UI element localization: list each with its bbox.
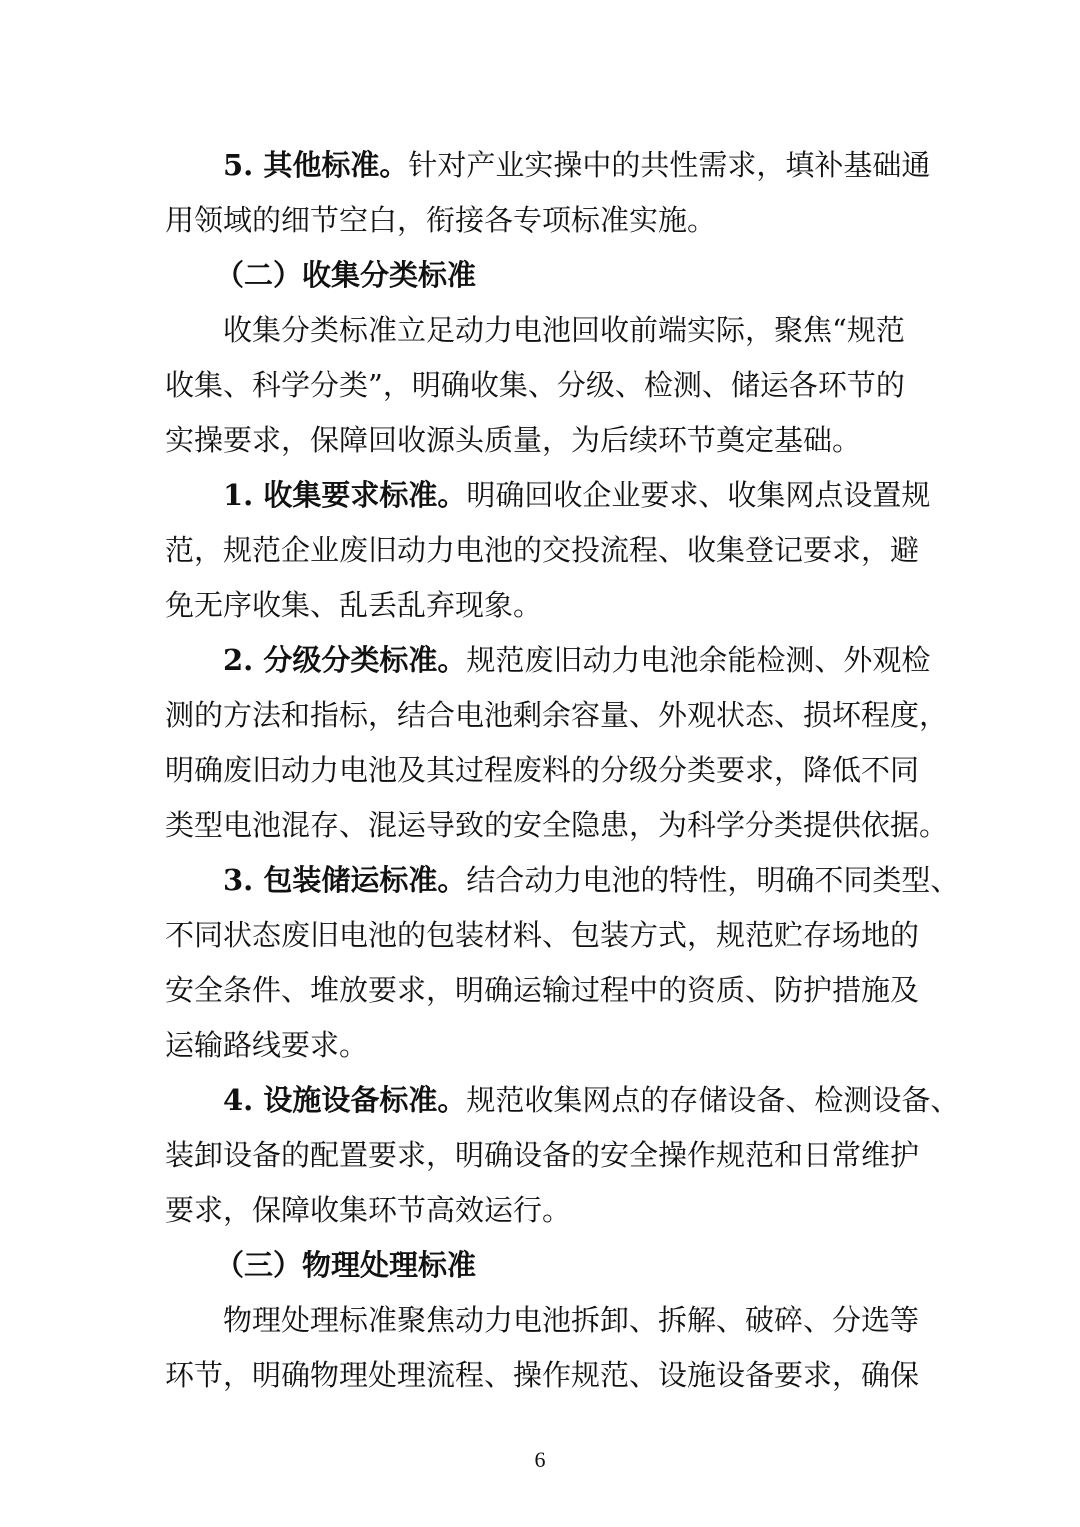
paragraph-line: 装卸设备的配置要求，明确设备的安全操作规范和日常维护 (165, 1138, 920, 1172)
paragraph-line (165, 858, 960, 902)
paragraph-line: 环节，明确物理处理流程、操作规范、设施设备要求，确保 (165, 1358, 920, 1392)
paragraph-lead: 3. 包装储运标准。 (223, 863, 467, 897)
section-heading: （三）物理处理标准 (215, 1248, 477, 1282)
section-heading: （二）收集分类标准 (215, 258, 477, 292)
paragraph-line: 范，规范企业废旧动力电池的交投流程、收集登记要求，避 (165, 533, 920, 567)
paragraph-line: 明确废旧动力电池及其过程废料的分级分类要求，降低不同 (165, 753, 920, 787)
paragraph-line (165, 638, 931, 682)
paragraph-text: 明确回收企业要求、收集网点设置规 (466, 478, 931, 512)
paragraph-text: 规范废旧动力电池余能检测、外观检 (466, 643, 931, 677)
paragraph-lead: 1. 收集要求标准。 (223, 478, 467, 512)
paragraph-lead: 4. 设施设备标准。 (223, 1083, 467, 1117)
paragraph-line: 类型电池混存、混运导致的安全隐患，为科学分类提供依据。 (165, 808, 949, 842)
paragraph-line: 收集分类标准立足动力电池回收前端实际，聚焦“规范 (223, 313, 905, 347)
paragraph-line: 运输路线要求。 (165, 1028, 369, 1062)
paragraph-text: 结合动力电池的特性，明确不同类型、 (466, 863, 960, 897)
paragraph-line: 物理处理标准聚焦动力电池拆卸、拆解、破碎、分选等 (223, 1303, 920, 1337)
paragraph-line: 测的方法和指标，结合电池剩余容量、外观状态、损坏程度， (165, 698, 949, 732)
paragraph-line: 要求，保障收集环节高效运行。 (165, 1193, 572, 1227)
paragraph-line (165, 143, 931, 187)
paragraph-line: 免无序收集、乱丢乱弃现象。 (165, 588, 543, 622)
paragraph-line (165, 1078, 960, 1122)
paragraph-line: 实操要求，保障回收源头质量，为后续环节奠定基础。 (165, 423, 862, 457)
paragraph-line: 不同状态废旧电池的包装材料、包装方式，规范贮存场地的 (165, 918, 920, 952)
paragraph-line (165, 473, 931, 517)
paragraph-lead: 2. 分级分类标准。 (223, 643, 467, 677)
paragraph-text: 规范收集网点的存储设备、检测设备、 (466, 1083, 960, 1117)
paragraph-text: 针对产业实操中的共性需求，填补基础通 (408, 148, 931, 182)
paragraph-line: 用领域的细节空白，衔接各专项标准实施。 (165, 203, 717, 237)
page-number: 6 (534, 1447, 546, 1472)
paragraph-lead: 5. 其他标准。 (223, 148, 409, 182)
paragraph-line: 安全条件、堆放要求，明确运输过程中的资质、防护措施及 (165, 973, 920, 1007)
paragraph-line: 收集、科学分类”，明确收集、分级、检测、储运各环节的 (165, 368, 905, 402)
